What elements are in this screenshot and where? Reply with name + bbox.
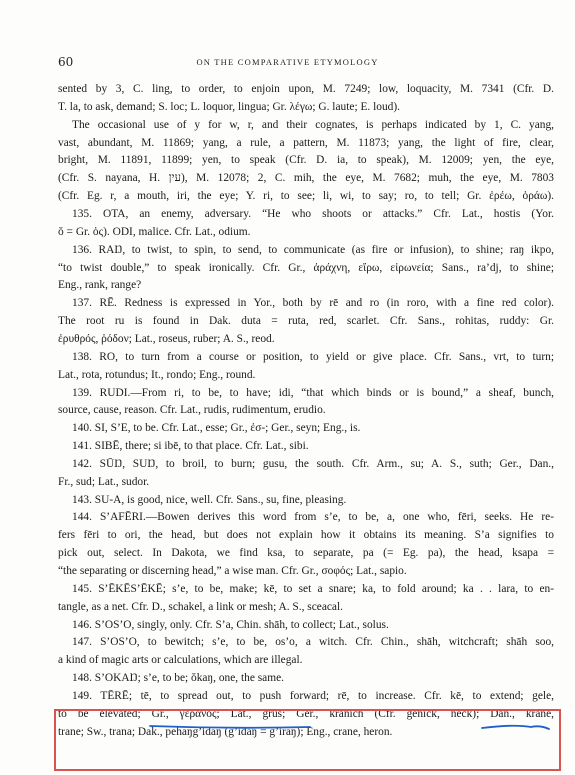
text-line: “the separating or discerning head,” a wise man. Cfr. Gr., σοφός; Lat., sapio.: [58, 565, 407, 577]
text-line: 143. SU-A, is good, nice, well. Cfr. Sans., su, fine, pleasing.: [72, 493, 347, 506]
text-line: 138. RO, to turn from a course or position, to yield or give place. Cfr. Sans., vrt, to turn;: [72, 350, 554, 363]
running-title: ON THE COMPARATIVE ETYMOLOGY: [196, 57, 379, 67]
text-line: vast, abundant, M. 11869; yang, a rule, a pattern, M. 11873; yang, the light of fire, clear,: [58, 136, 554, 149]
text-line: pick out, select. In Dakota, we find ksa, to separate, pa (= Eg. pa), the head, ksapa =: [58, 547, 554, 560]
text-line: The root ru is found in Dak. duta = ruta, red, scarlet. Cfr. Sans., rohitas, ruddy: Gr.: [58, 315, 554, 328]
text-line: “to twist double,” to speak ironically. Cfr. Gr., ἀράχνη, εἴρω, εἰρωνεία; Sans., ra’dj, to shine;: [58, 261, 554, 274]
text-line: 142. SŪŊ, SUŊ, to broil, to burn; gusu, the south. Cfr. Arm., su; A. S., suth; Ger., Dan.,: [72, 457, 554, 470]
text-line: 141. SIBĒ, there; si ibē, to that place. Cfr. Lat., sibi.: [72, 440, 309, 452]
text-line: 137. RĒ. Redness is expressed in Yor., both by rē and ro (in roro, with a fine red color).: [72, 297, 554, 310]
text-line: a kind of magic arts or calculations, which are illegal.: [58, 654, 303, 667]
text-line: to be elevated; Gr., γέρανος; Lat., grus; Ger., kranich (Cfr. genick, neck); Dan., krane,: [58, 707, 554, 720]
text-line: 139. RUDI.—From ri, to be, to have; idi, “that which binds or is bound,” a sheaf, bunch,: [72, 386, 554, 399]
text-line: T. la, to ask, demand; S. loc; L. loquor, lingua; Gr. λέγω; G. laute; E. loud).: [58, 100, 401, 113]
text-line: trane; Sw., trana; Dak., pehaŋg’idaŋ (g’idaŋ = g’iraŋ); Eng., crane, heron.: [58, 725, 393, 738]
page-number: 60: [58, 55, 74, 69]
text-line: The occasional use of y for w, r, and their cognates, is perhaps indicated by 1, C. yang,: [72, 118, 554, 131]
text-line: fers fēri to ori, the head, but does not explain how it obtains its meaning. S’a signifies to: [58, 529, 554, 542]
text-line: 145. S’ĒKĒS’ĒKĒ; s’e, to be, make; kē, to set a snare; ka, to fold around; ka . . lara, to en-: [72, 582, 554, 595]
text-line: ἐρυθρός, ῥόδον; Lat., roseus, ruber; A. S., reod.: [58, 332, 275, 345]
text-line: 147. S’OS’O, to bewitch; s’e, to be, os’o, a witch. Cfr. Chin., shāh, witchcraft; shāh soo,: [72, 636, 554, 649]
text-line: 140. SI, S’E, to be. Cfr. Lat., esse; Gr., ἐσ-; Ger., seyn; Eng., is.: [72, 422, 361, 435]
text-line: 146. S’OS’O, singly, only. Cfr. S’a, Chin. shāh, to collect; Lat., solus.: [72, 618, 389, 631]
text-line: 144. S’AFĒRI.—Bowen derives this word from s’e, to be, a, one who, fēri, seeks. He re-: [72, 511, 554, 524]
text-line: 136. RAŊ, to twist, to spin, to send, to communicate (as fire or infusion), to shine; raŋ ikpo,: [72, 243, 554, 256]
text-line: (Cfr. Eg. r, a mouth, iri, the eye; Y. ri, to see; li, wi, to say; ro, to tell; Gr. ἐρέω, ὁράω).: [58, 190, 554, 203]
text-line: 148. S’OKAŊ; s’e, to be; ŏkaŋ, one, the same.: [72, 672, 284, 685]
text-line: Eng., rank, range?: [58, 279, 142, 292]
text-line: tangle, as a net. Cfr. D., schakel, a link or mesh; A. S., sceacal.: [58, 600, 344, 613]
text-line: bright, M. 11891, 11899; yen, to speak (Cfr. D. ia, to speak), M. 12009; yen, the eye,: [58, 154, 554, 167]
text-line: 135. OTA, an enemy, adversary. “He who shoots or attacks.” Cfr. Lat., hostis (Yor.: [72, 208, 554, 220]
text-line: ŏ = Gr. ὀς). ODI, malice. Cfr. Lat., odium.: [58, 225, 251, 238]
text-line: source, cause, reason. Cfr. Lat., rudis, rudimentum, erudio.: [58, 404, 326, 417]
text-line: sented by 3, C. ling, to order, to enjoin upon, M. 7249; low, loquacity, M. 7341 (Cfr. D.: [58, 83, 554, 95]
text-line: (Cfr. S. nayana, H. עין), M. 12078; 2, C. mih, the eye, M. 7682; muh, the eye, M. 7803: [58, 172, 554, 185]
text-line: Lat., rota, rotundus; It., rondo; Eng., round.: [58, 368, 256, 381]
text-line: 149. TĒRĒ; tē, to spread out, to push forward; rē, to increase. Cfr. kē, to extend; gele,: [72, 689, 554, 702]
text-line: Fr., sud; Lat., sudor.: [58, 475, 150, 488]
